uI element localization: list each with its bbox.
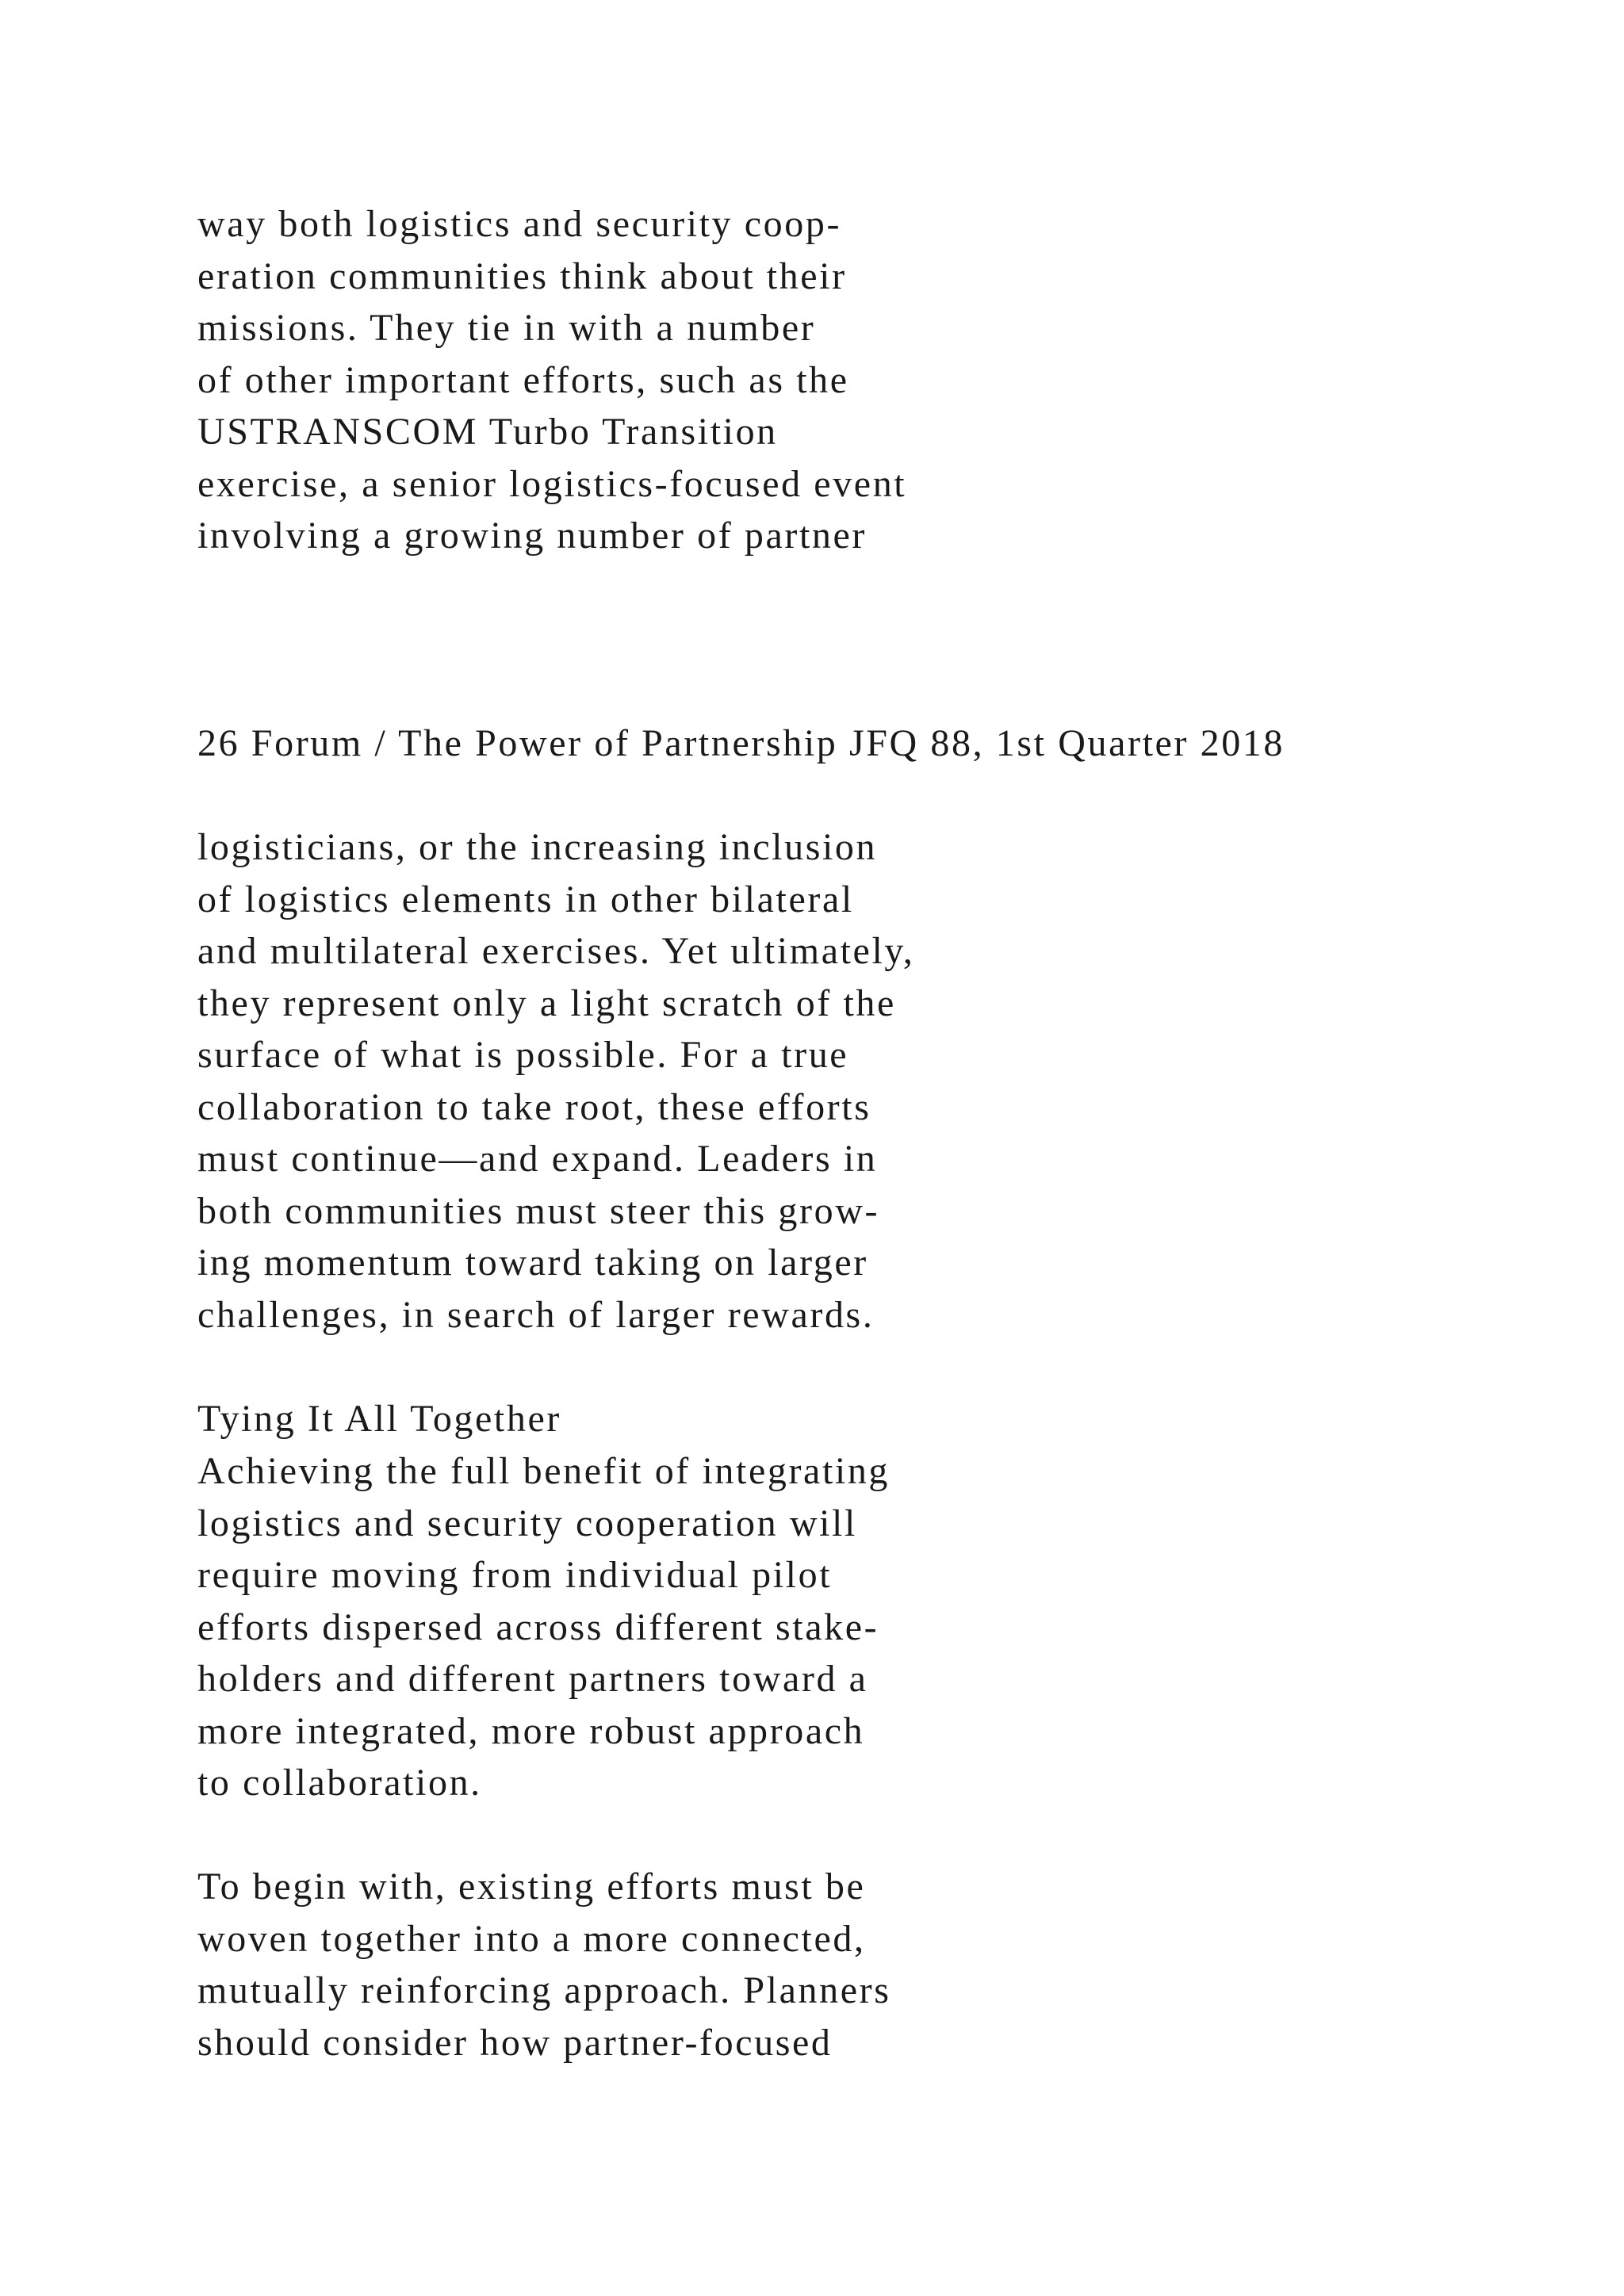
paragraph-continuation xyxy=(197,198,906,562)
text-line: eration communities think about their xyxy=(197,254,847,297)
text-line: surface of what is possible. For a true xyxy=(197,1034,849,1076)
text-line: should consider how partner-focused xyxy=(197,2021,833,2064)
text-line: they represent only a light scratch of the xyxy=(197,982,896,1024)
text-line: efforts dispersed across different stake- xyxy=(197,1605,879,1648)
text-line: must continue—and expand. Leaders in xyxy=(197,1138,878,1180)
text-line: mutually reinforcing approach. Planners xyxy=(197,1969,891,2011)
text-line: more integrated, more robust approach xyxy=(197,1709,865,1752)
text-line: exercise, a senior logistics-focused event xyxy=(197,462,907,505)
text-line: to collaboration. xyxy=(197,1762,482,1804)
text-line: holders and different partners toward a xyxy=(197,1658,868,1700)
text-line: require moving from individual pilot xyxy=(197,1554,833,1596)
section-heading xyxy=(197,1393,561,1445)
paragraph xyxy=(197,821,914,1341)
text-line: logisticians, or the increasing inclusion xyxy=(197,826,878,868)
section-heading-text: Tying It All Together xyxy=(197,1398,561,1440)
text-line: of logistics elements in other bilateral xyxy=(197,878,854,920)
text-line: of other important efforts, such as the xyxy=(197,358,849,401)
text-line: To begin with, existing efforts must be xyxy=(197,1866,866,1908)
text-line: woven together into a more connected, xyxy=(197,1917,866,1960)
text-line: challenges, in search of larger rewards. xyxy=(197,1293,875,1336)
paragraph xyxy=(197,1445,890,1809)
text-line: and multilateral exercises. Yet ultimately, xyxy=(197,930,915,972)
text-line: Achieving the full benefit of integrating xyxy=(197,1450,891,1492)
text-line: logistics and security cooperation will xyxy=(197,1502,857,1544)
paragraph xyxy=(197,1861,891,2068)
running-header xyxy=(197,718,1285,770)
text-line: way both logistics and security coop- xyxy=(197,203,842,245)
text-line: collaboration to take root, these efforts xyxy=(197,1085,871,1128)
text-line: USTRANSCOM Turbo Transition xyxy=(197,411,778,453)
text-line: involving a growing number of partner xyxy=(197,515,868,557)
text-line: missions. They tie in with a number xyxy=(197,307,816,349)
text-line: both communities must steer this grow- xyxy=(197,1189,880,1232)
running-header-text: 26 Forum / The Power of Partnership JFQ 88, 1st Quarter 2018 xyxy=(197,722,1285,764)
text-line: ing momentum toward taking on larger xyxy=(197,1242,868,1284)
